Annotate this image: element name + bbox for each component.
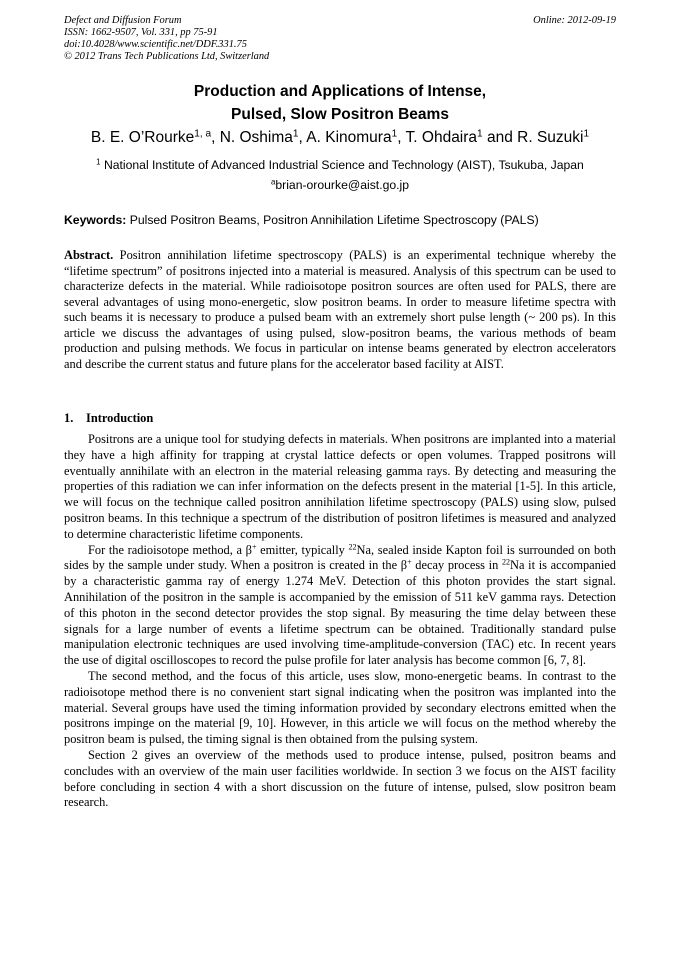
author-name: T. Ohdaira (405, 129, 478, 146)
paragraph: The second method, and the focus of this article, uses slow, mono-energetic beams. In contrast to the radioisotope method there is no convenient start signal indicating when the positron was implanted into the material. Several groups have used the timing information provided by secondary electrons emitted when the positrons impinge on the material [9, 10]. However, in this article we will focus on the method whereby the positron beam is pulsed, the timing signal is then obtained from the pulsing system. (64, 668, 616, 747)
superscript: + (407, 557, 412, 567)
author-affiliation-mark: 1, a (194, 128, 212, 140)
issn-line: ISSN: 1662-9507, Vol. 331, pp 75-91 (64, 27, 218, 38)
journal-name: Defect and Diffusion Forum (64, 15, 182, 26)
title-line-2: Pulsed, Slow Positron Beams (231, 106, 449, 123)
author-affiliation-mark: 1 (292, 128, 299, 140)
paragraph: Section 2 gives an overview of the methods used to produce intense, pulsed, positron beams and concludes with an overview of the main user facilities worldwide. In section 3 we focus on the AIST facility before concluding in section 4 with a short discussion on the future of intense, pulsed, slow positron beam research. (64, 747, 616, 810)
author-affiliation-mark: 1 (583, 128, 590, 140)
email-address: brian-orourke@aist.go.jp (275, 178, 410, 192)
contact-email (64, 177, 616, 193)
email-mark: a (270, 177, 276, 187)
superscript: 22 (348, 542, 357, 552)
abstract-text: Positron annihilation lifetime spectroscopy (PALS) is an experimental technique whereby the “lifetime spectrum” of positrons injected into a material is measured. Analysis of this spectrum can be used to characterize defects in the material. While radioisotope positron sources are often used for PALS, there are several advantages of using mono-energetic, slow positron beams. In order to measure lifetime spectra with such beams it is necessary to produce a pulsed beam with an extremely short pulse length (~ 200 ps). In this article we discuss the advantages of using pulsed, slow-positron beams, the various methods of beam production and pulsing methods. We focus in particular on intense beams generated by electron accelerators and describe the current status and future plans for the accelerator based facility at AIST. (64, 248, 616, 371)
paragraph (64, 543, 616, 669)
affiliation (64, 156, 616, 174)
keywords (64, 212, 616, 228)
superscript: + (251, 542, 257, 552)
copyright-line: © 2012 Trans Tech Publications Ltd, Switzerland (64, 51, 270, 62)
author-name: B. E. O’Rourke (90, 129, 195, 146)
section-title: Introduction (86, 411, 154, 425)
online-date: Online: 2012-09-19 (533, 15, 616, 26)
paper-title (64, 80, 616, 126)
section-number: 1. (64, 411, 74, 425)
paragraph-text: decay process in (411, 558, 502, 573)
doi-line: doi:10.4028/www.scientific.net/DDF.331.75 (64, 39, 247, 50)
author-separator: , (397, 129, 406, 146)
author-affiliation-mark: 1 (391, 128, 398, 140)
author-separator: and (482, 129, 518, 146)
author-name: A. Kinomura (306, 129, 392, 146)
abstract-label: Abstract. (64, 248, 114, 262)
superscript: 22 (501, 557, 511, 567)
abstract (64, 248, 616, 372)
affiliation-mark: 1 (96, 157, 101, 167)
journal-header (64, 15, 616, 63)
affiliation-text: National Institute of Advanced Industrial Science and Technology (AIST), Tsukuba, Japan (100, 158, 584, 172)
author-name: R. Suzuki (517, 129, 584, 146)
title-line-1: Production and Applications of Intense, (193, 83, 487, 100)
paragraph-text: For the radioisotope method, a β (88, 542, 252, 557)
paragraph-text: Na it is accompanied by a characteristic gamma ray of energy 1.274 MeV. Detection of this photon provides the start signal. Annihilation of the positron in the sample is accompanied by the emission of 511 keV gamma rays. Detection of this photon in the second detector provides the stop signal. By measuring the time delay between these signals for a large number of events a lifetime spectrum can be obtained. Traditionally standard pulse manipulation electronic techniques are used involving time-amplitude-conversion (TAC) etc. In recent years the use of digital oscilloscopes to record the pulse profile for later analysis has become common [6, 7, 8]. (64, 558, 616, 668)
author-separator: , (298, 129, 307, 146)
section-heading (64, 410, 616, 426)
keywords-text: Pulsed Positron Beams, Positron Annihilation Lifetime Spectroscopy (PALS) (126, 213, 539, 227)
author-separator: , (211, 129, 220, 146)
author-name: N. Oshima (219, 129, 293, 146)
paragraph-text: emitter, typically (256, 542, 349, 557)
paragraph-text: Na, sealed inside Kapton foil is surrounded on both sides by the sample under study. When a positron is created in the β (64, 542, 616, 573)
keywords-label: Keywords: (64, 213, 127, 227)
author-list (64, 128, 616, 148)
author-affiliation-mark: 1 (477, 128, 483, 140)
introduction-body (64, 432, 616, 811)
paragraph: Positrons are a unique tool for studying defects in materials. When positrons are implanted into a material they have a high affinity for trapping at crystal lattice defects or open volumes. Trapped positrons will eventually annihilate with an electron in the material releasing gamma rays. By detecting and measuring the properties of this radiation we can infer information on the defects present in the material [1-5]. In this article, we will focus on the technique called positron annihilation lifetime spectroscopy (PALS) using slow, pulsed positron beams. In this technique a spectrum of the distribution of positron lifetimes is measured and analyzed to determine characteristic lifetime components. (64, 432, 616, 541)
